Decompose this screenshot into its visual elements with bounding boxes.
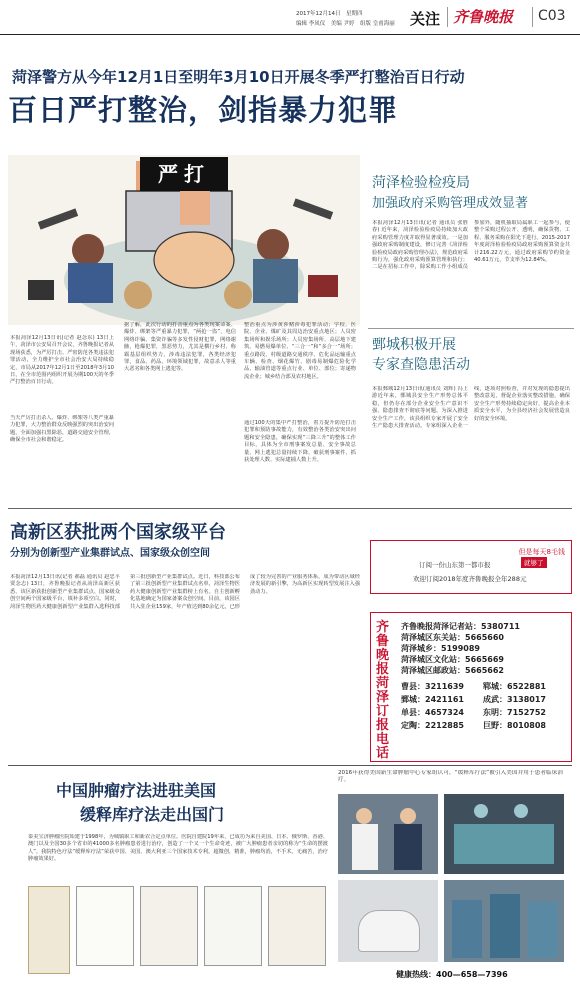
hotline-line-1: 菏泽城区东关站：5665660 — [401, 633, 504, 642]
top-story-col-3: 整治重点为涉黄涉赌涉毒犯罪活动；学校、医院、企业、煤矿及其周边治安重点地区；人员密集场所和娱乐场所；人员密集场所、高层地下建筑、易燃易爆单位、“三合一”和“多合一”场所；重点路段、村级道路交通秩序、危化品运输重点车辆、检查、烟花爆竹、剧毒易制爆危险化学品、输油管道等重点行业、单位、部位；寄递物流企业；城乡结合部及农村地区。 — [244, 322, 356, 380]
page-number: C03 — [538, 8, 566, 24]
hotline-line-4: 菏泽城区邮政站：5665662 — [401, 666, 504, 675]
certificate-image — [140, 886, 198, 966]
county-phone: 巨野：8010808 — [483, 721, 546, 730]
surgery-photo — [444, 794, 564, 874]
ad-hotline: 健康热线：400—658—7396 — [396, 970, 508, 979]
county-phone: 成武：3138017 — [483, 695, 546, 704]
top-story-col-2: 据了解，此次行动的打击重点为各类现案命案、爆炸、绑架等严重暴力犯罪，“两抢一盗”、电信网络诈骗、集资诈骗等多发性侵财犯罪，网络谢骸，枪爆犯罪，黑恶势力，尤其是横行乡村、称霸基层组织势力，涉毒违法犯罪，各类经济犯罪，食品、药品、环境领域犯罪，故意杀人等重大恶劣和各类网上逃犯等。 — [124, 322, 236, 373]
ad-headline-2: 缓释库疗法走出国门 — [80, 805, 225, 824]
county-phone: 单县：4657324 — [401, 708, 464, 717]
hotline-line-3: 菏泽城区文化站：5665669 — [401, 655, 504, 664]
operation-photo — [444, 880, 564, 962]
cancer-ad — [8, 765, 572, 988]
county-phone: 鄄城：2421161 — [401, 695, 464, 704]
hightech-headline: 高新区获批两个国家级平台 — [10, 522, 226, 543]
ad-caption: 2016年获得美国新生命肿瘤中心专家组认可，“缓释库疗法”被引入美国并用于患者临床治疗。 — [338, 770, 563, 784]
subscription-box — [370, 540, 572, 594]
county-phone: 曹县：3211639 — [401, 682, 464, 691]
certificate-image — [28, 886, 70, 974]
issue-date: 2017年12月14日 星期四 — [296, 11, 363, 17]
county-phone: 定陶：2212885 — [401, 721, 464, 730]
ad-headline-1: 中国肿瘤疗法进驻美国 — [56, 781, 217, 800]
newspaper-logo: 齐鲁晚报 — [453, 8, 514, 26]
subscription-line-2: 订阅一份山东第一都市报 — [419, 561, 491, 569]
county-phone: 郓城：6522881 — [483, 682, 546, 691]
certificate-image — [268, 886, 326, 966]
juancheng-headline-2: 专家查隐患活动 — [372, 357, 470, 373]
hotline-line-0: 齐鲁晚报菏泽记者站：5380711 — [401, 622, 520, 631]
header-divider — [447, 7, 448, 27]
subscription-line-3: 欢迎订阅2018年度齐鲁晚报全年288元 — [413, 575, 527, 583]
subscription-line-1: 但是每天8毛钱 — [518, 548, 565, 556]
section-title: 关注 — [410, 10, 441, 28]
top-story-col-1: 本报菏泽12月13日讯(记者 赵念东) 13日上午，菏泽市公安局召开会议，齐鲁晚报记者从现场获悉，为严厉打击、严密防范各类违法犯罪活动，全力维护全市社会治安大局持续稳定，市局从2017年12月1日至2018年3月10日，在全市范围内组织开展为期100天的冬季严打整治百日行动。 — [10, 335, 114, 386]
inspection-headline-1: 菏泽检验检疫局 — [372, 175, 470, 191]
hotline-vertical-title: 齐鲁晚报菏泽订报电话 — [376, 620, 390, 761]
hotline-line-2: 菏泽城乡：5199089 — [401, 644, 480, 653]
crackdown-cartoon — [8, 155, 360, 325]
top-story-headline: 百日严打整治，剑指暴力犯罪 — [8, 93, 399, 127]
page-header — [0, 0, 580, 35]
subscription-badge: 就够了 — [521, 557, 547, 568]
juancheng-headline-1: 鄄城积极开展 — [372, 337, 456, 353]
ad-body: 泰美宝济肿瘤医院始建于1998年，为城镇职工和新农合定点单位。医院自建院19年来，已成功为来自美国、日本、俄罗斯、香港、澳门以及全国30多个省市的41000多名肿瘤患者进行治疗，创造了一个又一个生命奇迹，被广大肿瘤患者亲切的称为“生命的摆渡人”。我院特色疗法“缓释库疗法”荣获中国、美国、澳大利亚三个国家技术专利。超微创，精准，肿瘤均消，不手术，无痛苦，治疗肿瘤效果好。 — [28, 834, 328, 863]
editor-credits: 编辑 李凤仪 美编 尹婷 组版 皇甫海丽 — [296, 21, 395, 27]
hightech-body: 本报菏泽12月13日讯(记者 郝磊 通讯员 赵忠平 贾念志) 13日，齐鲁晚报记者从菏泽高新区获悉，该区新获批创新型产业集群试点、国家级众创空间两个国家级平台，填补多项空白。同时，菏泽生物医药大健康创新型产业集群入选科技部第三批创新型产业集群试点。近日，科技部公布了第三批创新型产业集群试点名单，菏泽生物医药大健康创新型产业集群榜上有名。自主创新孵化基地确定为国家备案众创空间。目前，该园区共入驻企业159家，年产值达到80余亿元，已形成了较为完善的产业服务体系，成为带动区域经济发展的新引擎，为高新区实现转型发展注入强劲动力。 — [10, 574, 360, 610]
yanda-sign: 严打 — [140, 157, 228, 191]
inspection-headline-2: 加强政府采购管理成效显著 — [372, 196, 529, 211]
hotline-box — [370, 612, 572, 762]
county-phone: 东明：7152752 — [483, 708, 546, 717]
top-story-col-3b: 通过100天的集中严打整治，着力提升防范打击犯罪和预防事故能力，有效整治各类治安突出问题和安全隐患，确保实现“三降三升”的整体工作目标，具体为全市刑事案发总量、安全事故总量、网上逃犯总量持续下降，破获刑事案件、抓获处理人数、实际逮捕人数上升。 — [244, 420, 356, 464]
doctor-photo — [338, 794, 438, 874]
top-story-col-1b: 当天严厉打击杀人、爆炸、绑架等八类严重暴力犯罪，大力整治群众反映强烈的突出治安问题，全面加强扫黑除恶，道路交通安全管理，确保全市社会和谐稳定。 — [10, 415, 114, 444]
hightech-subhead: 分别为创新型产业集群试点、国家级众创空间 — [10, 548, 210, 559]
certificate-image — [76, 886, 134, 966]
top-story-kicker: 菏泽警方从今年12月1日至明年3月10日开展冬季严打整治百日行动 — [12, 68, 465, 86]
juancheng-body: 本报鄄城12月13日讯(通讯员 刘辉) 冯上游近年来，鄄城县安全生产形势总体平稳，但仍存在部分企业安全生产意识不强、隐患排查不彻底等问题。为深入推进安全生产工作，该县组织专家开展了安全生产隐患大排查活动。专家组深入企业一线，逐项对照检查，并对发现的隐患提出整改意见，督促企业落实整改措施，确保安全生产形势持续稳定向好，提高企业本质安全水平，为全县经济社会发展营造良好的安全环境。 — [372, 386, 570, 430]
inspection-body: 本报菏泽12月13日讯(记者 通讯员 张胜春) 近年来，菏泽检验检疫局持续加大政府采购管理力度并取得显著成效。一是加强政府采购制度建设，修订完善《菏泽检验检疫局政府采购管理办法》，规范政府采购行为，强化政府采购预算管理和执行；二是在招标工作中，除采购工作小组成员参加外，随机抽取局属职工一起参与，使整个采购过程公开、透明，确保货物、工程、服务采购在阳光下进行。2015-2017年度菏泽检验检疫局政府采购预算资金共计216.22万元，通过政府采购节约资金40.61万元，节支率为12.84%。 — [372, 220, 570, 271]
certificate-image — [204, 886, 262, 966]
equipment-photo — [338, 880, 438, 962]
certificate-row — [28, 886, 328, 976]
